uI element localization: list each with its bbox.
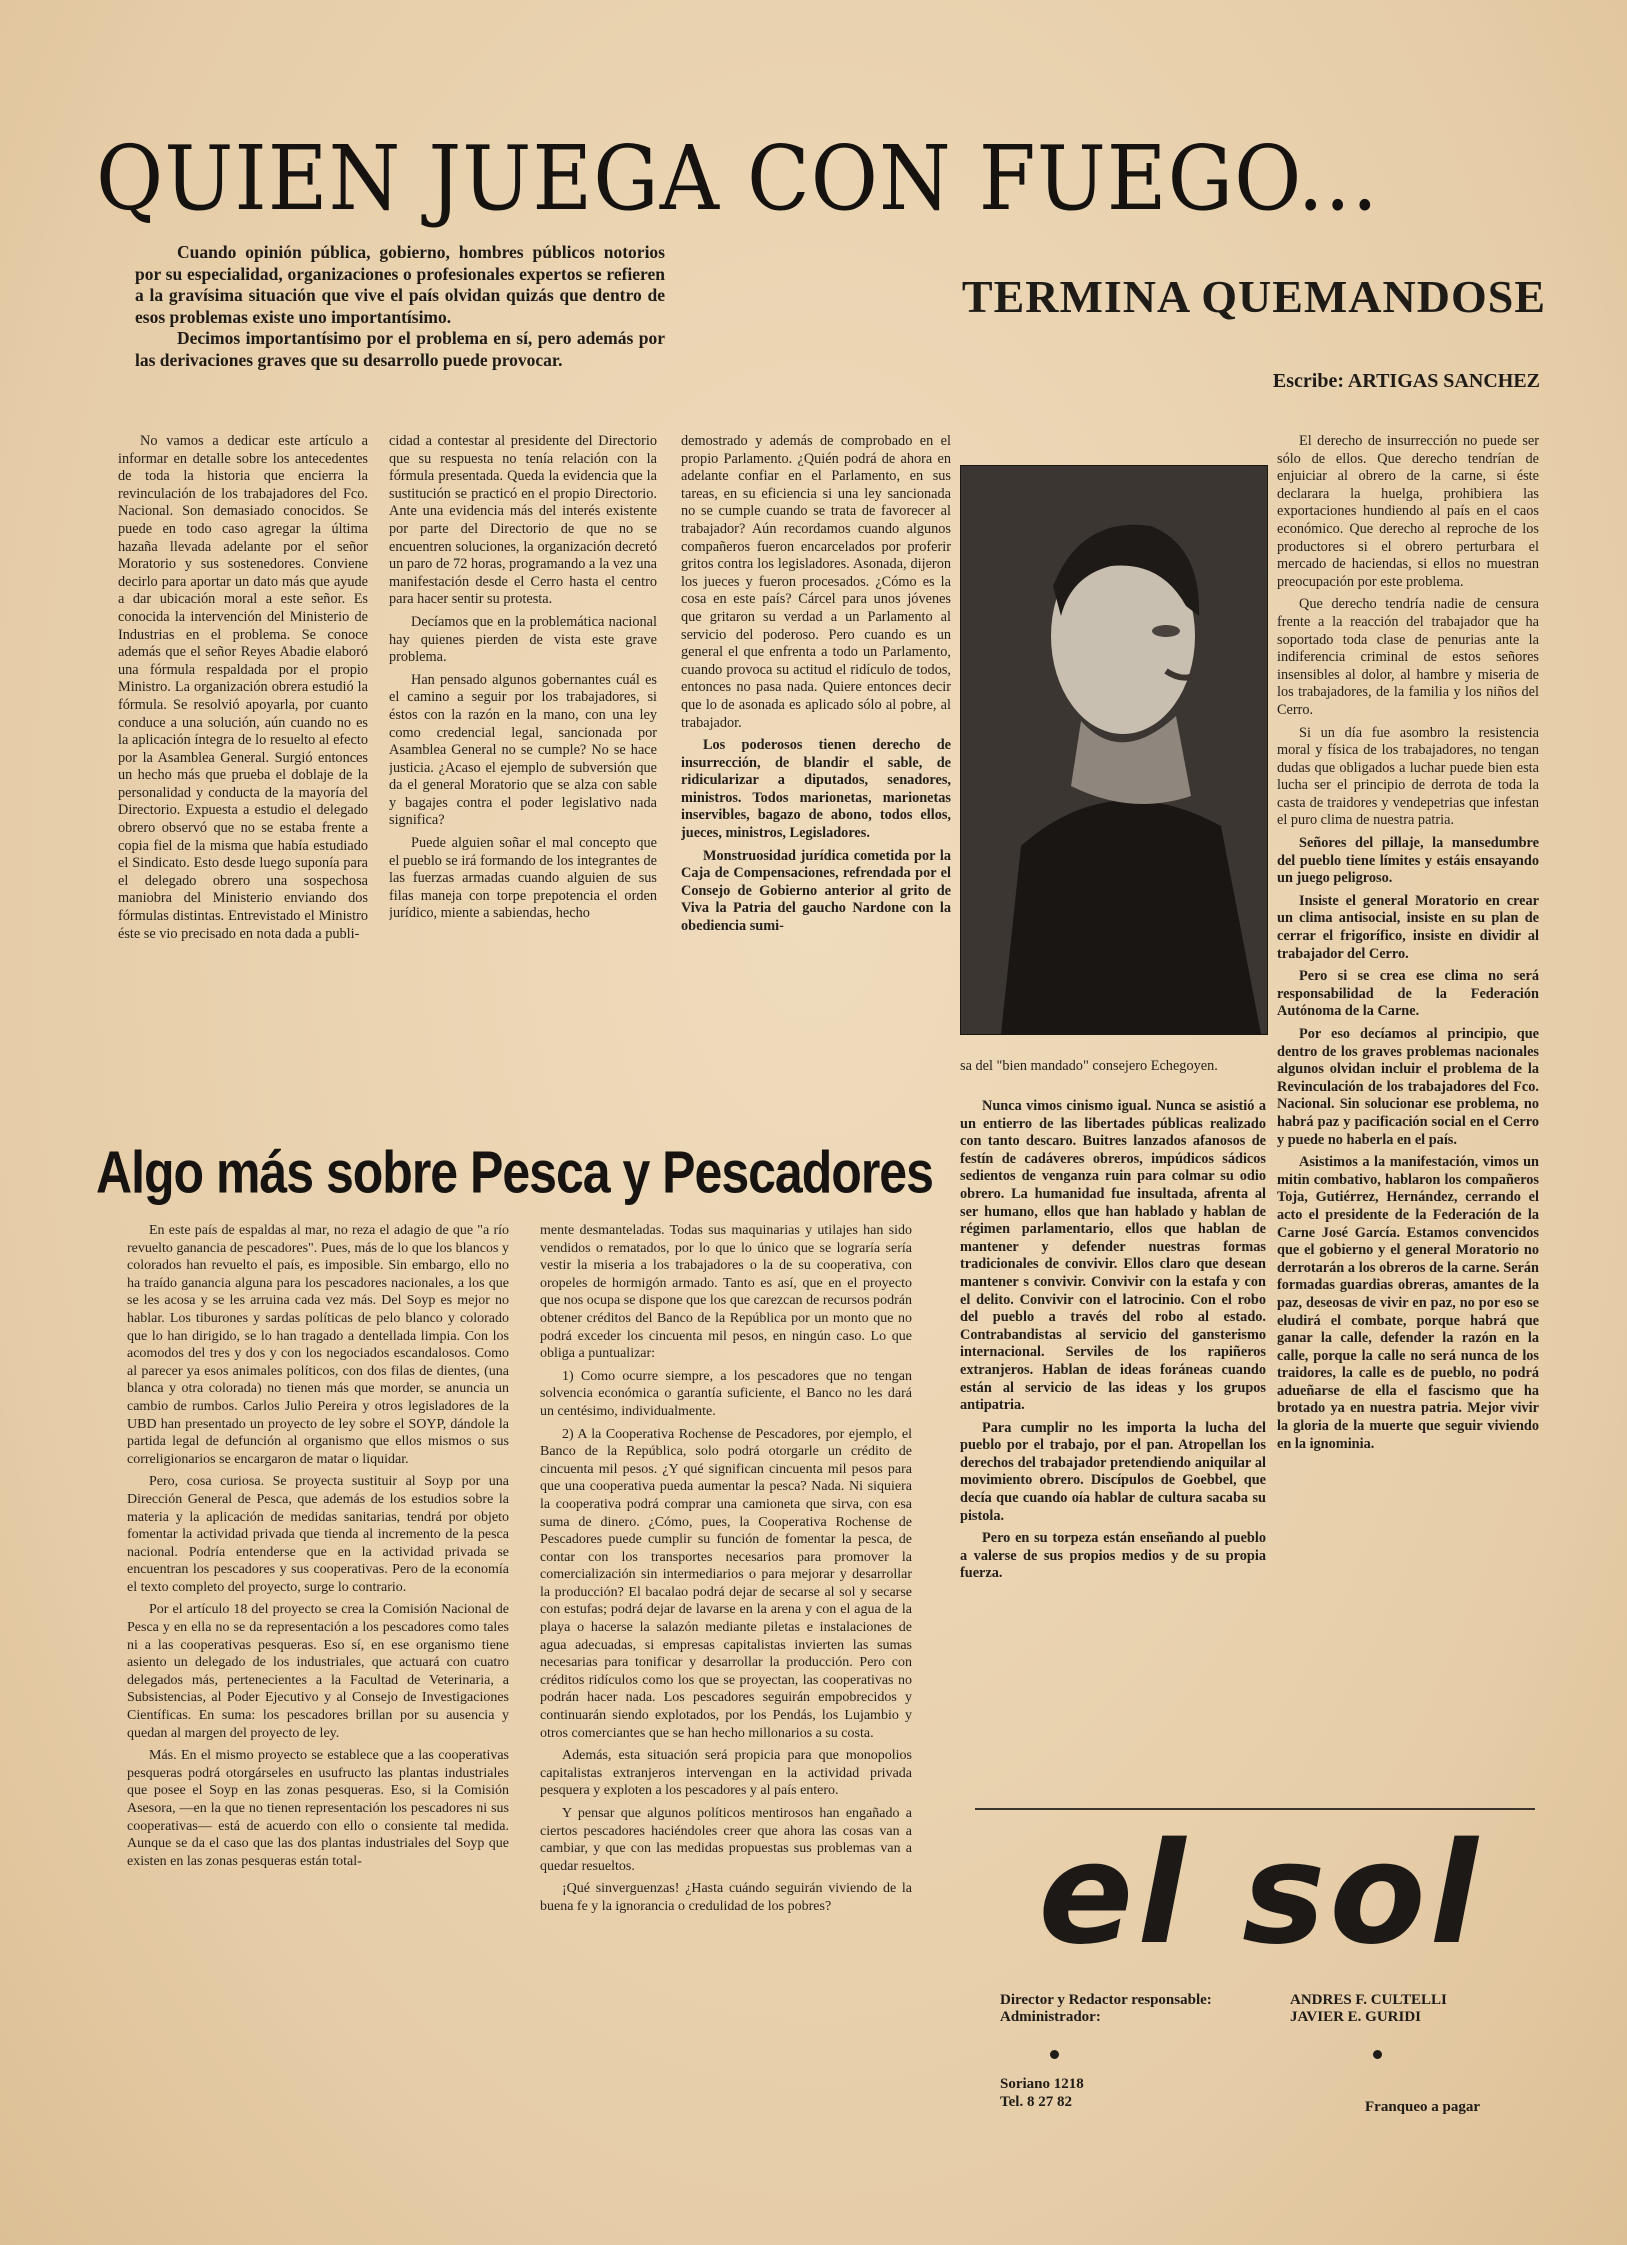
admin-label: Administrador: — [1000, 2009, 1101, 2025]
article-paragraph: Si un día fue asombro la resistencia moral y física de los trabajadores, no tengan dudas que obligados a luchar puede bien esta lucha ser el principio de derrota de toda la casta de traidores y vendepetrias que infestan el puro clima de nuestra patria. — [1277, 724, 1539, 829]
article-paragraph: Insiste el general Moratorio en crear un clima antisocial, insiste en su plan de cerrar el frigorífico, insiste en dividir al trabajador del Cerro. — [1277, 892, 1539, 962]
article-paragraph: Pero en su torpeza están enseñando al pueblo a valerse de sus propios medios y de su propia fuerza. — [960, 1530, 1266, 1582]
masthead-divider — [975, 1808, 1535, 1810]
article-paragraph: Más. En el mismo proyecto se establece que a las cooperativas pesqueras podrá otorgárseles en usufructo las plantas industriales que posee el Soyp en las zonas pesqueras. Eso, si la Comisión Asesora, —en la que no tienen representación los pescadores ni sus cooperativas— está de acuerdo con ello o consiente tal medida. Aunque se da el caso que las dos plantas industriales del Soyp que existen en las zonas pesqueras están total- — [127, 1748, 509, 1869]
article-paragraph: Nunca vimos cinismo igual. Nunca se asistió a un entierro de las libertades públicas realizado con tanto descaro. Buitres lanzados afanosos de festín de cadáveres obreros, impúdicos sádicos sedientos de venganza ruin para colmar su odio obrero. La humanidad fue insultada, afrenta al ser humano, ellos que han hablado y hablan de régimen parlamentario, ellos que hablan de mantener y defender nuestras formas tradicionales de convivir. Ellos claro que desean mantener s convivir. Convivir con la estafa y con el delito. Convivir con el latrocinio. Con el robo del pueblo a través del robo al estado. Contrabandistas al servicio del gansterismo internacional. Serviles de los rapiñeros extranjeros. Hablan de ideas foráneas cuando están al servicio de las ideas y los grupos antipatria. — [960, 1098, 1266, 1414]
article-paragraph: Y pensar que algunos políticos mentirosos han engañado a ciertos pescadores haciéndoles creer que ahora las cosas van a cambiar, y que con las medidas propuestas sus problemas van a quedar resueltos. — [540, 1806, 912, 1874]
el-sol-logo — [985, 1830, 1545, 1980]
article-paragraph: Asistimos a la manifestación, vimos un mitin combativo, hablaron los compañeros Toja, Gutiérrez, Hernández, cerrando el acto el presidente de la Federación de la Carne José García. Estamos convencidos que el gobierno y el general Moratorio no derrotarán a los obreros de la carne. Serán formadas guardias obreras, amantes de la paz, deseosas de vivir en paz, no por eso se eludirá el combate, porque habrá que ganar la calle, defender la razón en la calle, porque la calle no será nunca de los traidores, la calle es de pueblo, no podrá adueñarse de ella el fascismo que ha brotado ya en nuestra patria. Mejor vivir la gloria de la muerte que seguir viviendo en la ignominia. — [1277, 1154, 1539, 1452]
article-paragraph: Para cumplir no les importa la lucha del pueblo por el trabajo, por el pan. Atropellan los derechos del trabajador pretendiendo aniquilar al movimiento obrero. Discípulos de Goebbel, que decía que cuando oía hablar de cultura sacaba su pistola. — [960, 1419, 1266, 1524]
photo-caption-column — [960, 1058, 1266, 1098]
portrait-photo — [960, 465, 1268, 1035]
credits-admin-row — [1000, 2009, 1540, 2026]
article-paragraph: Señores del pillaje, la mansedumbre del pueblo tiene límites y estáis ensayando un juego peligroso. — [1277, 835, 1539, 887]
masthead-logo — [985, 1830, 1545, 1980]
photo-caption: sa del "bien mandado" consejero Echegoyen. — [960, 1058, 1218, 1074]
article-column-2 — [389, 433, 657, 1103]
article-paragraph: Monstruosidad jurídica cometida por la Caja de Compensaciones, refrendada por el Consejo de Gobierno anterior al grito de Viva la Patria del gaucho Nardone con la obediencia sumi- — [681, 847, 951, 935]
director-label: Director y Redactor responsable: — [1000, 1992, 1212, 2008]
masthead-address — [1000, 2075, 1200, 2111]
article-paragraph: 1) Como ocurre siempre, a los pescadores que no tengan solvencia económica o garantía suficiente, el Banco no les dará un centésimo, individualmente. — [540, 1368, 912, 1419]
phone-number: Tel. 8 27 82 — [1000, 2094, 1072, 2110]
article-paragraph: Además, esta situación será propicia para que monopolios capitalistas extranjeros intervengan en la actividad privada pesquera y exploten a los pescadores y al país entero. — [540, 1748, 912, 1799]
article-paragraph: Decíamos que en la problemática nacional hay quienes pierden de vista este grave problema. — [389, 613, 657, 666]
logo-text: el sol — [1038, 1830, 1482, 1976]
article-paragraph: Pero, cosa curiosa. Se proyecta sustituir al Soyp por una Dirección General de Pesca, que además de los estudios sobre la materia y la aplicación de medidas sanitarias, tendrá por objeto fomentar la actividad privada que tienda al incremento de la pesca nacional. Podría entenderse que en la actividad privada se encuentran los pescadores y sus cooperativas. Pero de la economía el texto completo del proyecto, surge lo contrario. — [127, 1474, 509, 1595]
article-paragraph: Puede alguien soñar el mal concepto que el pueblo se irá formando de los integrantes de las fuerzas armadas cuando alguien de sus filas maneja con torpe prepotencia el orden jurídico, miente a sabiendas, hecho — [389, 835, 657, 922]
byline: Escribe: ARTIGAS SANCHEZ — [1272, 370, 1540, 392]
article-column-3-continued — [960, 1098, 1266, 1788]
headline: QUIEN JUEGA CON FUEGO... — [96, 128, 1379, 231]
article-paragraph: Pero si se crea ese clima no será responsabilidad de la Federación Autónoma de la Carne. — [1277, 968, 1539, 1020]
article-paragraph: Los poderosos tienen derecho de insurrección, de blandir el sable, de ridicularizar a diputados, senadores, ministros. Todos marionetas, marionetas inservibles, bagazo de abono, todos ellos, jueces, ministros, Legisladores. — [681, 737, 951, 842]
article-column-3 — [681, 433, 951, 1103]
masthead-credits — [1000, 1992, 1540, 2026]
article-paragraph: No vamos a dedicar este artículo a informar en detalle sobre los antecedentes de toda la historia que encierra la revinculación de los trabajadores del Fco. Nacional. Son demasiado conocidos. Se puede en todo caso agregar la última hazaña llevada adelante por el señor Moratorio y sus sostenedores. Conviene decirlo para aportar un dato más que ayude a dar ubicación moral a este señor. Es conocida la intervención del Ministerio de Industrias en el problema. Se conoce además que el señor Reyes Abadie elaboró una fórmula respaldada por el propio Ministro. La organización obrera estudió la fórmula. Se resolvió apoyarla, por cuanto conduce a una solución, aún cuando no es la aplicación íntegra de lo resuelto al efecto por la Asamblea General. Surgió entonces un hecho más que prueba el doblaje de la personalidad y conducta de la mayoría del Directorio. Expuesta a estudio el delegado obrero observó que no se estaba frente a copia fiel de la misma que había estudiado el Sindicato. Esto desde luego suponía para el delegado obrero una sospechosa maniobra del Ministerio enviando dos fórmulas distintas. Entrevistado el Ministro éste se vio precisado en nota dada a publi- — [118, 433, 368, 942]
article-paragraph: El derecho de insurrección no puede ser sólo de ellos. Que derecho tendrían de enjuiciar al obrero de la carne, si éste declarara la huelga, prohibiera las exportaciones hundiendo al país en el caos económico. Que derecho al reproche de los productores si el obrero perturbara el mercado de haciendas, si ellos no muestran preocupación por este problema. — [1277, 433, 1539, 590]
article-paragraph: 2) A la Cooperativa Rochense de Pescadores, por ejemplo, el Banco de la República, solo podrá otorgarle un crédito de cincuenta mil pesos. ¿Y qué significan cincuenta mil pesos para que una cooperativa pueda aumentar la pesca? Nada. Ni siquiera la cooperativa podrá comprar una camioneta que sirva, con esa suma de dinero. ¿Cómo, pues, la Cooperativa Rochense de Pescadores puede cumplir su función de fomentar la pesca, de contar con los transportes necesarios para promover la comercialización sin intermediarios o para mejorar y desarrollar la producción? El bacalao podrá dejar de secarse al sol y secarse con estufas; podrá dejar de lavarse en la arena y con el agua de la playa o hacerse la salazón mediante piletas e instalaciones de agua adecuadas, si empresas capitalistas invierten las sumas necesarias para tonificar y desarrollar la producción. Pero con créditos ridículos como los que se proyectan, las cooperativas no podrán hacer nada. Los pescadores seguirán empobrecidos y continuarán siendo explotados, por los Pendás, los Lujambio y otros comerciantes que se han hecho millonarios a su costa. — [540, 1426, 912, 1741]
subheadline: TERMINA QUEMANDOSE — [961, 271, 1546, 322]
portrait-illustration — [961, 466, 1267, 1034]
article-paragraph: Por el artículo 18 del proyecto se crea la Comisión Nacional de Pesca y en ella no se da representación a los pescadores como tales ni a las cooperativas pesqueras. Eso sí, en ese organismo tiene asiento un delegado de los industriales, que actuará con cuatro delegados más, pertenecientes a la Facultad de Veterinaria, a Subsistencias, al Poder Ejecutivo y al Consejo de Investigaciones Científicas. En suma: los pescadores brillan por su ausencia y quedan al margen del proyecto de ley. — [127, 1602, 509, 1741]
pesca-column-1 — [127, 1222, 509, 2222]
article-paragraph: Por eso decíamos al principio, que dentro de los graves problemas nacionales algunos olvidan incluir el problema de la Revinculación de los trabajadores del Fco. Nacional. Sin solucionar ese problema, no habrá paz y pacificación social en el Cerro y puede no haberla en el país. — [1277, 1026, 1539, 1148]
article-paragraph: mente desmanteladas. Todas sus maquinarias y utilajes han sido vendidos o rematados, por lo que lo único que se lograría sería vestir la miseria a los trabajadores o la de su cooperativa, con oropeles de hormigón armado. Tanto es así, que en el proyecto que nos ocupa se dispone que los que carezcan de recursos podrán obtener créditos del Banco de la República por un monto que no podrá exceder los cincuenta mil pesos, en ningún caso. Lo que obliga a puntualizar: — [540, 1223, 912, 1362]
article-paragraph: cidad a contestar al presidente del Directorio que su respuesta no tenía relación con la fórmula presentada. Queda la evidencia que la sustitución se practicó en el propio Directorio. Ante una evidencia más del interés existente por parte del Directorio de que no se encuentren soluciones, la organización decretó un paro de 72 horas, programando a la vez una manifestación desde el Cerro hasta el centro para hacer sentir su protesta. — [389, 433, 657, 608]
intro-paragraph: Decimos importantísimo por el problema en sí, pero además por las derivaciones graves que su desarrollo puede provocar. — [135, 328, 665, 370]
bullet-dot — [1050, 2050, 1059, 2059]
article-paragraph: ¡Qué sinverguenzas! ¿Hasta cuándo seguirán viviendo de la buena fe y la ignorancia o credulidad de los pobres? — [540, 1881, 912, 1914]
article-paragraph: Que derecho tendría nadie de censura frente a la reacción del trabajador que ha soportado toda clase de penurias ante la indiferencia criminal de estos señores insensibles al dolor, al hambre y miseria de los trabajadores, de la familia y los niños del Cerro. — [1277, 596, 1539, 718]
article-column-1 — [118, 433, 368, 1103]
credits-director-row — [1000, 1992, 1540, 2009]
street-address: Soriano 1218 — [1000, 2076, 1084, 2092]
pesca-column-2 — [540, 1222, 912, 2222]
intro-paragraph: Cuando opinión pública, gobierno, hombres públicos notorios por su especialidad, organizaciones o profesionales expertos se refieren a la gravísima situación que vive el país olvidan quizás que dentro de esos problemas existe uno importantísimo. — [135, 242, 665, 327]
admin-name: JAVIER E. GURIDI — [1290, 2009, 1422, 2025]
postage-note: Franqueo a pagar — [1365, 2099, 1481, 2115]
article-paragraph: demostrado y además de comprobado en el propio Parlamento. ¿Quién podrá de ahora en adelante confiar en el Parlamento, en sus tareas, en su eficiencia si una ley sancionada no se cumple cuando se trata de favorecer al trabajador? Aún recordamos cuando algunos compañeros fueron encarcelados por proferir gritos contra los legisladores. Asonada, dijeron los jueces y fueron procesados. ¿Cómo es la cosa en este país? Cárcel para unos jóvenes que gritaron su verdad a un Parlamento al servicio del poderoso. Pero cuando es un general el que enfrenta a todo un Parlamento, cuando provoca su actitud el ridículo de todos, entonces no pasa nada. Quiere entonces decir que lo de asonada es aplicado sólo al pobre, al trabajador. — [681, 433, 951, 731]
intro-lead — [135, 242, 665, 371]
article-column-4 — [1277, 433, 1539, 1785]
pesca-article-title: Algo más sobre Pesca y Pescadores — [96, 1139, 933, 1206]
article-paragraph: En este país de espaldas al mar, no reza el adagio de que "a río revuelto ganancia de pescadores". Pues, más de lo que los blancos y colorados han revuelto el país, es imposible. Sin embargo, ello no ha traído ganancia alguna para los pescadores nacionales, a los que se les acosa y se les arruina cada vez más. Del Soyp es mejor no hablar. Los tiburones y sardas políticas de pelo blanco y colorado que lo han dirigido, se lo han tragado a dentellada limpia. Con los acomodos del tres y dos y con los negociados escandalosos. Como al parecer ya esos animales políticos, con dos filas de dientes, (una blanca y otra colorada) no tienen más que morder, se anuncia un cambio de rumbos. Carlos Julio Pereira y otros legisladores de la UBD han presentado un proyecto de ley sobre el SOYP, dándole la partida legal de defunción al organismo que ellos mismos o sus correligionarios se encargaron de matar o liquidar. — [127, 1223, 509, 1467]
article-paragraph: Han pensado algunos gobernantes cuál es el camino a seguir por los trabajadores, si éstos con la razón en la mano, con una ley como credencial legal, sancionada por Asamblea General no se cumple? No se hace justicia. ¿Acaso el ejemplo de subversión que da el general Moratorio que se alza con sable y bagajes contra el poder legislativo nada significa? — [389, 671, 657, 829]
director-name: ANDRES F. CULTELLI — [1290, 1992, 1447, 2008]
bullet-dot — [1373, 2050, 1382, 2059]
